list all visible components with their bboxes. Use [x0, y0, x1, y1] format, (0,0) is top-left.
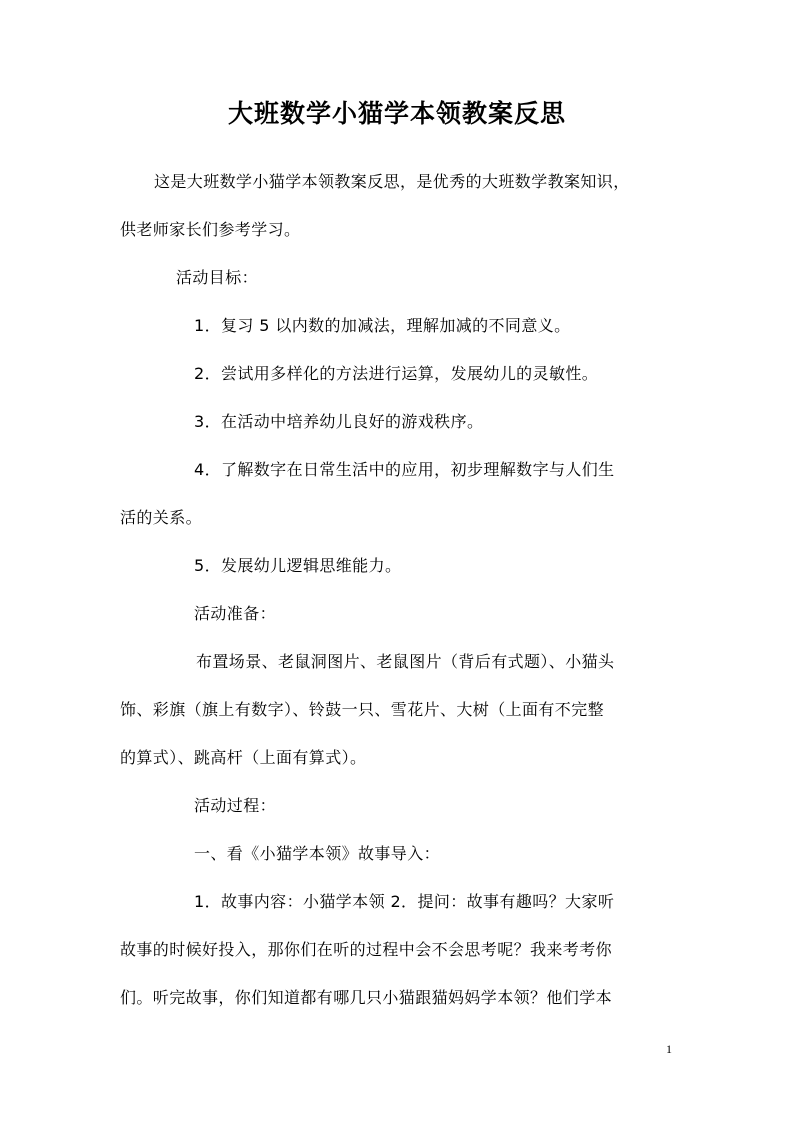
paragraph-line: 布置场景、老鼠洞图片、老鼠图片（背后有式题）、小猫头 [196, 652, 615, 671]
section-heading: 活动目标： [176, 268, 259, 287]
paragraph-line: 的算式）、跳高杆（上面有算式）。 [120, 748, 367, 767]
list-item: 4．了解数字在日常生活中的应用，初步理解数字与人们生 [194, 460, 615, 479]
list-item: 3．在活动中培养幼儿良好的游戏秩序。 [194, 412, 484, 431]
section-heading: 活动准备： [194, 604, 277, 623]
list-item: 2．尝试用多样化的方法进行运算，发展幼儿的灵敏性。 [194, 364, 599, 383]
paragraph-line: 供老师家长们参考学习。 [120, 220, 301, 239]
list-item: 5．发展幼儿逻辑思维能力。 [194, 556, 402, 575]
subsection-heading: 一、看《小猫学本领》故事导入： [194, 844, 441, 863]
list-item-continuation: 活的关系。 [120, 508, 203, 527]
page-number: 1 [666, 1042, 672, 1056]
paragraph-line: 1．故事内容：小猫学本领 2．提问：故事有趣吗？大家听 [194, 892, 615, 911]
document-title: 大班数学小猫学本领教案反思 [227, 99, 566, 128]
paragraph-line: 饰、彩旗（旗上有数字）、铃鼓一只、雪花片、大树（上面有不完整 [120, 700, 605, 719]
paragraph-line: 故事的时候好投入，那你们在听的过程中会不会思考呢？我来考考你 [120, 940, 613, 959]
paragraph-line: 这是大班数学小猫学本领教案反思，是优秀的大班数学教案知识， [154, 172, 630, 191]
paragraph-line: 们。听完故事，你们知道都有哪几只小猫跟猫妈妈学本领？他们学本 [120, 988, 613, 1007]
section-heading: 活动过程： [194, 796, 277, 815]
list-item: 1．复习 5 以内数的加减法，理解加减的不同意义。 [194, 316, 571, 335]
